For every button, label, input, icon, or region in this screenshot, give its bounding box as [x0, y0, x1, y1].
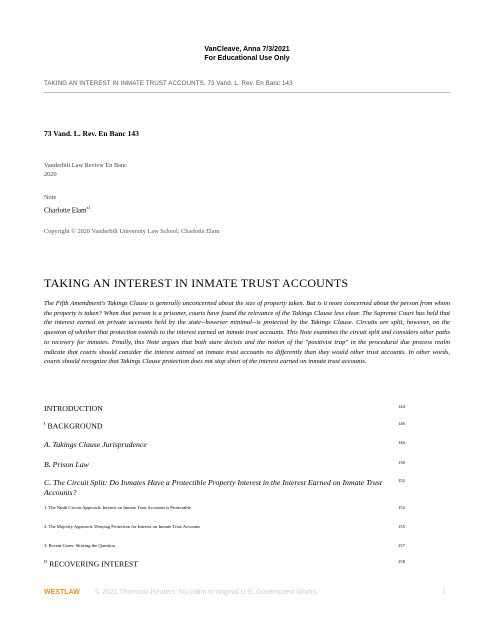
toc-numeral: II [44, 559, 48, 564]
citation: 73 Vand. L. Rev. En Banc 143 [44, 129, 139, 138]
abstract: The Fifth Amendment's Takings Clause is generally unconcerned about the size of property taken. But is it more concerned about the person from whom the property is taken? When that person is a prisoner, courts have found the relevance of the Takings Clause less clear. The Supreme Court has held that the interest earned on private accounts held by the state--however minimal--is protected by the Takings Clause. Circuits are split, however, on the question of whether that protection extends to the interest earned on inmate trust accounts. This Note examines the circuit split and considers other paths to recovery for inmates. Finally, this Note argues that both stare decisis and the notion of the "positivist trap" in the procedural due process realm indicate that courts should consider the interest earned on inmate trust accounts no differently than they would other trust accounts. In other words, courts should recognize that Takings Clause protection does not stop short of the interest earned on inmate trust accounts. [44, 300, 450, 366]
toc-label[interactable]: INTRODUCTION [44, 404, 103, 413]
header-usage-notice: For Educational Use Only [204, 55, 290, 62]
toc-label[interactable]: 1. The Ninth Circuit Approach: Interest on Inmate Trust Accounts is Protectable [44, 505, 191, 510]
toc-label[interactable]: C. The Circuit Split: Do Inmates Have a Protectible Property Interest in the Interest Earned on Inmate Trust Accounts? [44, 478, 383, 497]
westlaw-logo[interactable]: WESTLAW [44, 589, 80, 596]
toc-page: 155 [398, 524, 405, 529]
header-user-date: VanCleave, Anna 7/3/2021 [204, 46, 290, 53]
toc-page: 152 [398, 478, 405, 483]
toc-page: 158 [398, 559, 405, 564]
journal-name: Vanderbilt Law Review En Banc [44, 162, 127, 169]
toc-label[interactable]: $^{II}$ RECOVERING INTEREST [44, 559, 139, 569]
page-number: 1 [442, 589, 446, 596]
copyright-line: Copyright © 2020 Vanderbilt University Law School; Charlotte Elam [44, 228, 220, 235]
footer-notice: © 2021 Thomson Reuters. No claim to original U.S. Government Works. [95, 589, 319, 596]
toc-page: 150 [398, 460, 405, 465]
toc-label[interactable]: $^I$ BACKGROUND [44, 421, 103, 431]
running-head: TAKING AN INTEREST IN INMATE TRUST ACCOUNTS, 73 Vand. L. Rev. En Banc 143 [44, 80, 293, 87]
author-footnote-mark[interactable]: a1 [86, 205, 91, 210]
toc-page: 152 [398, 505, 405, 510]
toc-page: 146 [398, 421, 405, 426]
journal-year: 2020 [44, 171, 57, 178]
header-divider [44, 92, 450, 93]
note-label: Note [44, 194, 57, 201]
toc-numeral: I [44, 421, 46, 426]
toc-page: 146 [398, 440, 405, 445]
toc-label[interactable]: A. Takings Clause Jurisprudence [44, 440, 147, 449]
toc-label[interactable]: 3. Recent Cases: Skirting the Question [44, 543, 115, 548]
journal-info [44, 161, 127, 179]
author-name: Charlotte Elam$^{a1}$ [44, 205, 91, 215]
toc-label[interactable]: 2. The Majority Approach: Denying Protection for Interest on Inmate Trust Accounts [44, 524, 201, 529]
toc-page: 144 [398, 404, 405, 409]
toc-label[interactable]: B. Prison Law [44, 460, 89, 469]
article-title: TAKING AN INTEREST IN INMATE TRUST ACCOUNTS [44, 276, 349, 290]
toc-page: 157 [398, 543, 405, 548]
note-block [44, 193, 90, 215]
page-footer [0, 586, 494, 602]
document-header [0, 45, 494, 63]
